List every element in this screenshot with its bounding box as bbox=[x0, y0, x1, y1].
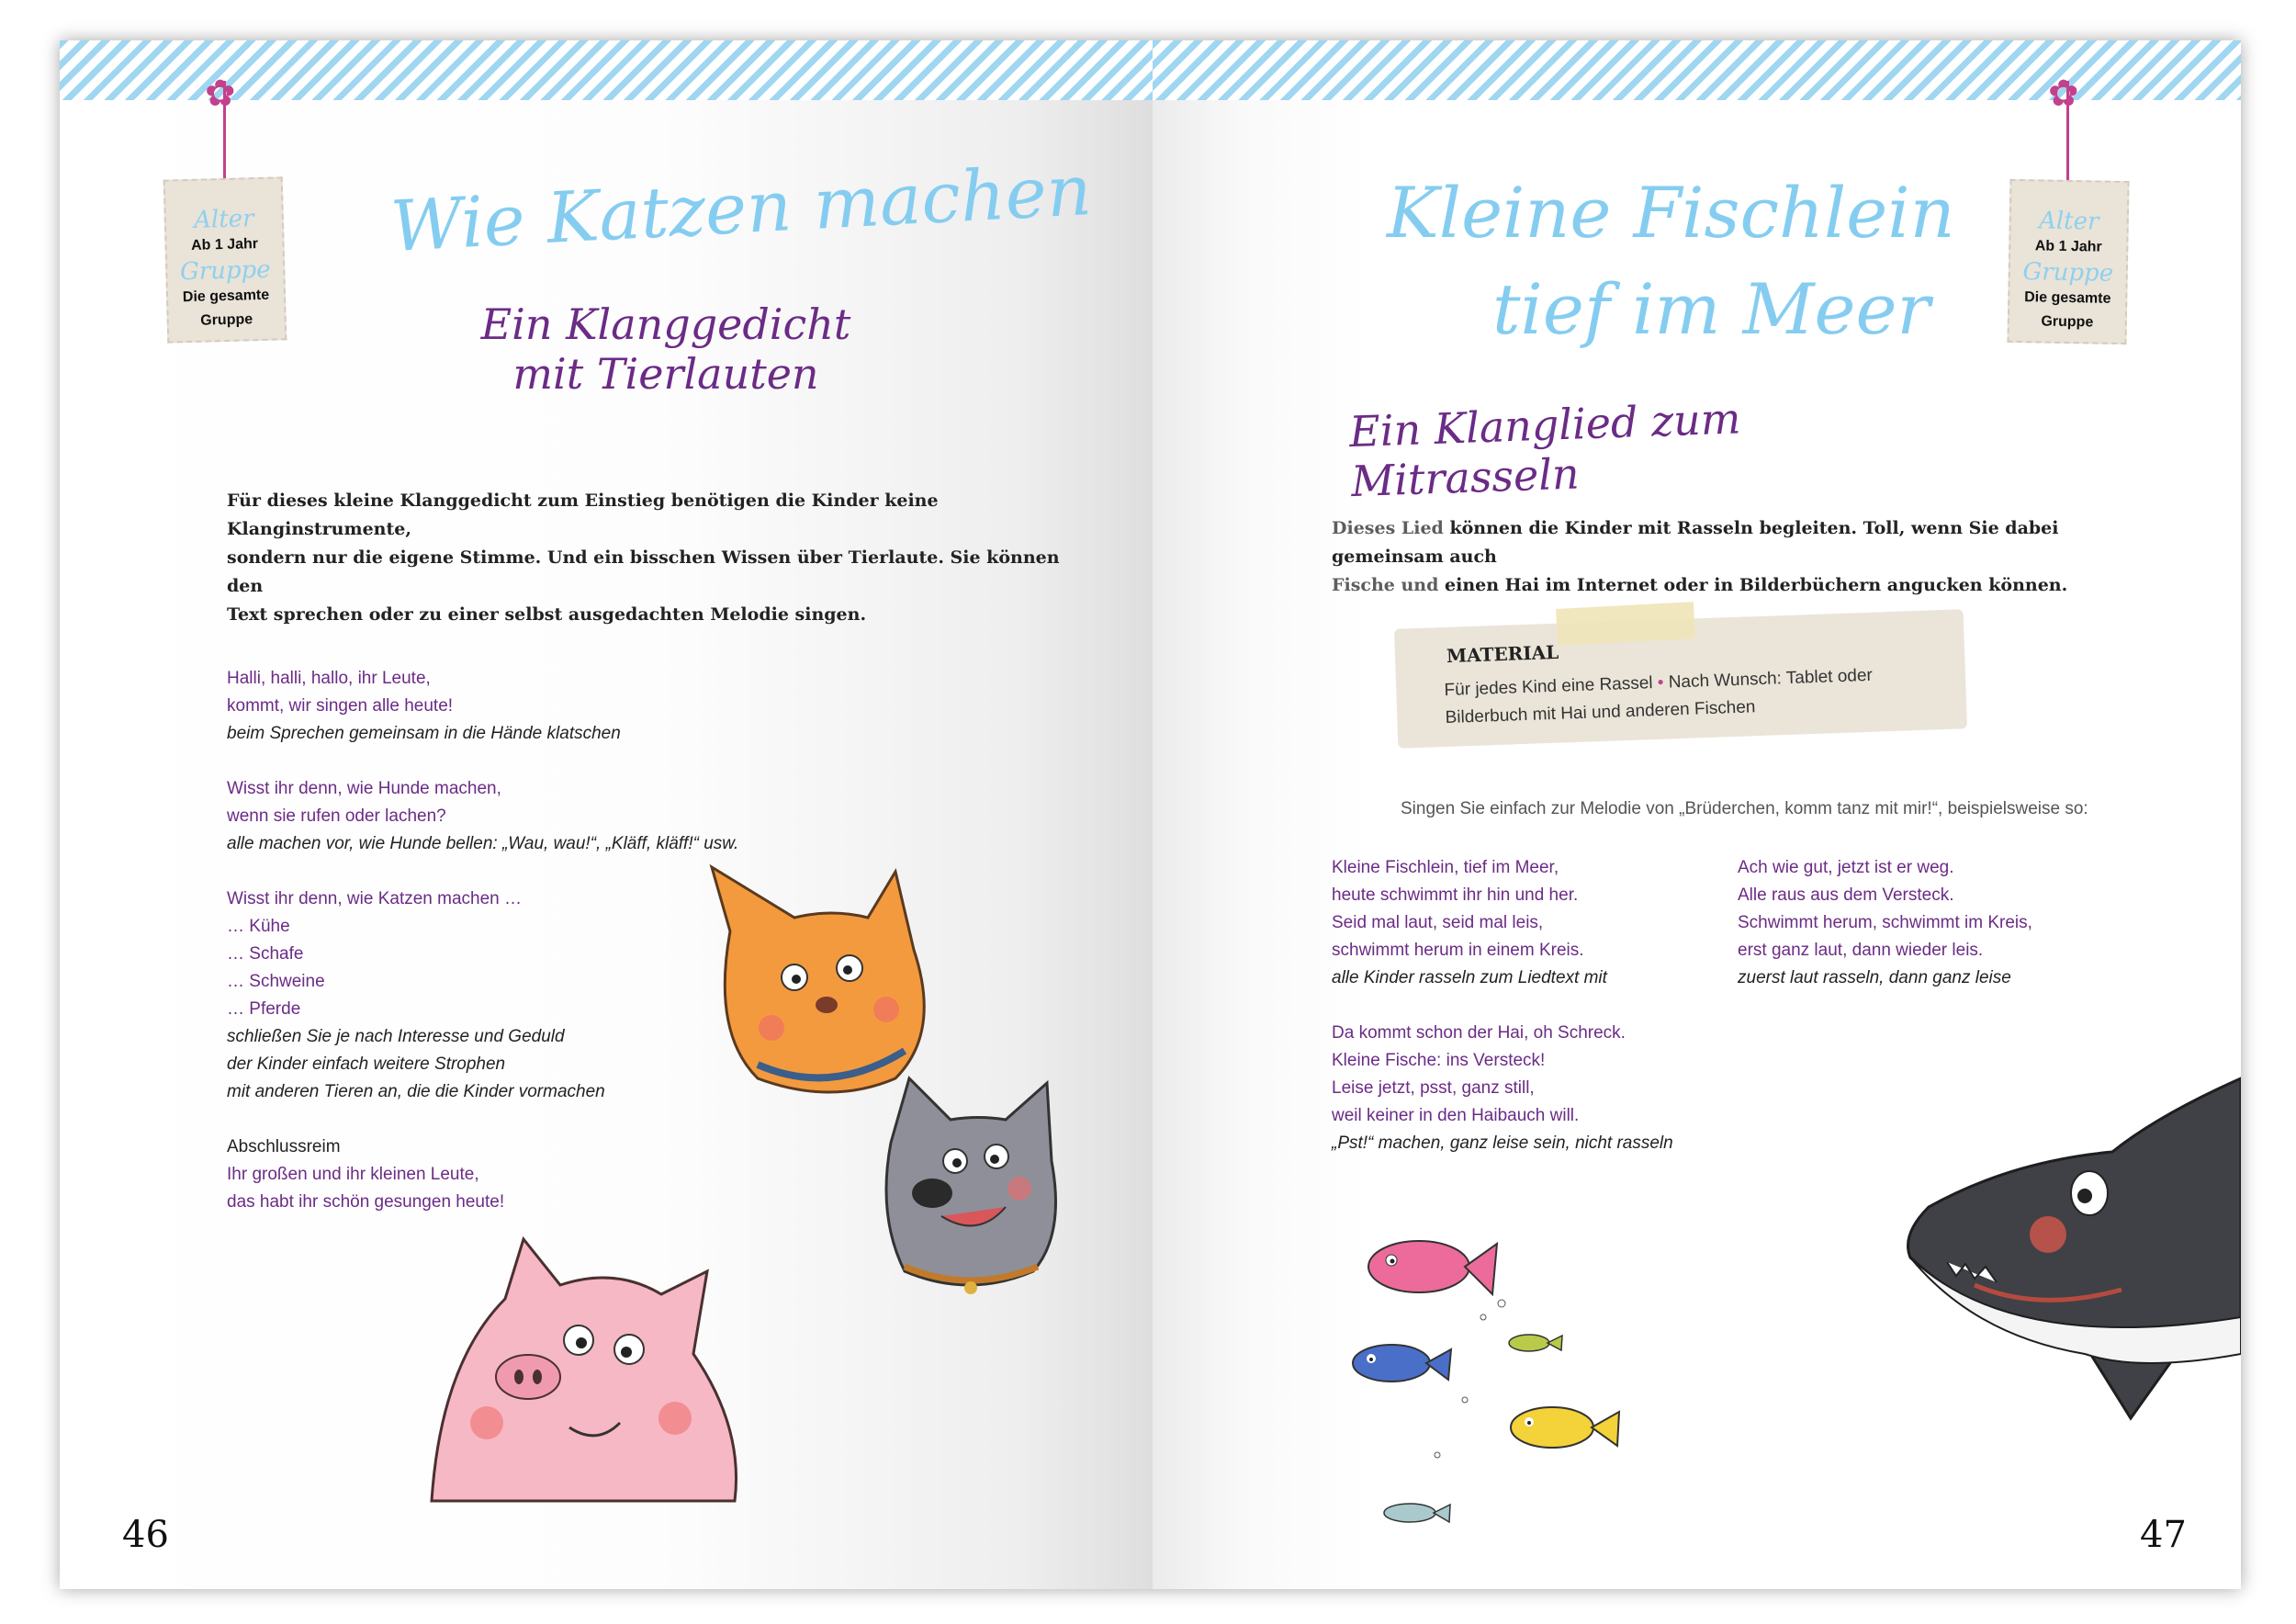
poem-instruction: beim Sprechen gemeinsam in die Hände klatschen bbox=[227, 724, 621, 743]
poem-instruction: mit anderen Tieren an, die die Kinder vormachen bbox=[227, 1082, 605, 1101]
song-line: erst ganz laut, dann wieder leis. bbox=[1738, 941, 1984, 960]
song-column-2 bbox=[1738, 854, 2105, 992]
shark-illustration bbox=[1901, 1078, 2241, 1510]
yellow-fish bbox=[1511, 1407, 1619, 1448]
song-instruction: „Pst!“ machen, ganz leise sein, nicht rasseln bbox=[1332, 1133, 1673, 1153]
intro-text bbox=[227, 487, 1072, 629]
bullet-separator: • bbox=[1657, 672, 1664, 693]
page-subtitle: Ein Klanglied zum Mitrasseln bbox=[1348, 393, 1742, 507]
material-title: MATERIAL bbox=[1446, 640, 1559, 668]
poem-line: … Schafe bbox=[227, 944, 304, 964]
blue-fish bbox=[1353, 1345, 1451, 1382]
fish-school-illustration bbox=[1345, 1216, 1630, 1547]
intro-fragment: Fische und bbox=[1332, 575, 1439, 595]
age-group-tag bbox=[2007, 179, 2129, 344]
age-value: Ab 1 Jahr bbox=[190, 236, 259, 254]
poem-instruction: alle machen vor, wie Hunde bellen: „Wau, wau!“, „Kläff, kläff!“ usw. bbox=[227, 834, 739, 853]
material-item: Für jedes Kind eine Rassel bbox=[1444, 673, 1653, 701]
page-number: 46 bbox=[122, 1514, 169, 1556]
age-value: Ab 1 Jahr bbox=[2034, 238, 2102, 255]
intro-text bbox=[1332, 514, 2140, 600]
pink-fish bbox=[1368, 1241, 1497, 1294]
poem-line: Ihr großen und ihr kleinen Leute, bbox=[227, 1165, 479, 1184]
poem-line: … Schweine bbox=[227, 972, 325, 991]
poem-line: … Kühe bbox=[227, 917, 290, 936]
intro-fragment: einen Hai im Internet oder in Bilderbüchern angucken können. bbox=[1438, 575, 2068, 595]
age-group-tag bbox=[163, 176, 287, 343]
page-number: 47 bbox=[2140, 1514, 2187, 1556]
group-label: Gruppe bbox=[179, 255, 272, 287]
poem-line: das habt ihr schön gesungen heute! bbox=[227, 1192, 505, 1212]
song-line: heute schwimmt ihr hin und her. bbox=[1332, 885, 1579, 905]
bow-icon: ✿ bbox=[2048, 73, 2079, 115]
page-title-line-1: Kleine Fischlein bbox=[1387, 172, 1955, 254]
group-label: Gruppe bbox=[2022, 258, 2114, 288]
intro-line: sondern nur die eigene Stimme. Und ein bisschen Wissen über Tierlaute. Sie können den bbox=[227, 547, 1060, 596]
intro-fragment: können die Kinder mit Rasseln begleiten. Toll, wenn Sie dabei gemeinsam auch bbox=[1332, 518, 2059, 567]
page-title-line-2: tief im Meer bbox=[1492, 268, 1930, 350]
left-page bbox=[60, 40, 1153, 1589]
group-value: Die gesamte Gruppe bbox=[182, 287, 270, 329]
song-line: Seid mal laut, seid mal leis, bbox=[1332, 913, 1544, 932]
page-subtitle: Ein Klanggedicht mit Tierlauten bbox=[480, 299, 851, 399]
tape-strip bbox=[1556, 602, 1695, 646]
poem-instruction: schließen Sie je nach Interesse und Geduld bbox=[227, 1027, 565, 1046]
poem-line: Wisst ihr denn, wie Hunde machen, bbox=[227, 779, 501, 798]
grey-fish bbox=[1384, 1504, 1450, 1522]
bow-icon: ✿ bbox=[205, 73, 236, 115]
poem-line: wenn sie rufen oder lachen? bbox=[227, 806, 446, 826]
poem-line: … Pferde bbox=[227, 999, 301, 1019]
right-page bbox=[1153, 40, 2241, 1589]
page-title: Wie Katzen machen bbox=[388, 149, 1094, 267]
song-line: Da kommt schon der Hai, oh Schreck. bbox=[1332, 1023, 1626, 1043]
intro-line: Für dieses kleine Klanggedicht zum Einstieg benötigen die Kinder keine Klanginstrumente, bbox=[227, 491, 939, 539]
song-line: Ach wie gut, jetzt ist er weg. bbox=[1738, 858, 1954, 877]
intro-fragment: Dieses Lied bbox=[1332, 518, 1444, 538]
song-line: Kleine Fischlein, tief im Meer, bbox=[1332, 858, 1559, 877]
poem-line: kommt, wir singen alle heute! bbox=[227, 696, 454, 716]
song-instruction: alle Kinder rasseln zum Liedtext mit bbox=[1332, 968, 1607, 987]
song-line: schwimmt herum in einem Kreis. bbox=[1332, 941, 1584, 960]
green-fish bbox=[1509, 1335, 1562, 1351]
poem-instruction: der Kinder einfach weitere Strophen bbox=[227, 1054, 506, 1074]
song-line: weil keiner in den Haibauch will. bbox=[1332, 1106, 1580, 1125]
song-line: Alle raus aus dem Versteck. bbox=[1738, 885, 1954, 905]
song-line: Leise jetzt, psst, ganz still, bbox=[1332, 1078, 1535, 1098]
song-instruction: zuerst laut rasseln, dann ganz leise bbox=[1738, 968, 2011, 987]
group-value: Die gesamte Gruppe bbox=[2024, 289, 2111, 331]
book-spread bbox=[60, 40, 2241, 1589]
poem-line: Wisst ihr denn, wie Katzen machen … bbox=[227, 889, 523, 908]
song-line: Kleine Fische: ins Versteck! bbox=[1332, 1051, 1546, 1070]
age-label: Alter bbox=[2038, 207, 2099, 236]
closing-rhyme-heading: Abschlussreim bbox=[227, 1137, 341, 1156]
song-line: Schwimmt herum, schwimmt im Kreis, bbox=[1738, 913, 2032, 932]
song-column-1 bbox=[1332, 854, 1727, 1157]
pig-illustration bbox=[432, 1235, 744, 1519]
material-item: Nach Wunsch: Tablet oder Bilderbuch mit Hai und anderen Fischen bbox=[1445, 665, 1874, 728]
dog-illustration bbox=[868, 1078, 1079, 1308]
intro-line: Text sprechen oder zu einer selbst ausgedachten Melodie singen. bbox=[227, 604, 867, 625]
age-label: Alter bbox=[193, 205, 254, 234]
melody-note: Singen Sie einfach zur Melodie von „Brüderchen, komm tanz mit mir!“, beispielsweise so: bbox=[1401, 799, 2088, 818]
poem-line: Halli, halli, hallo, ihr Leute, bbox=[227, 669, 431, 688]
